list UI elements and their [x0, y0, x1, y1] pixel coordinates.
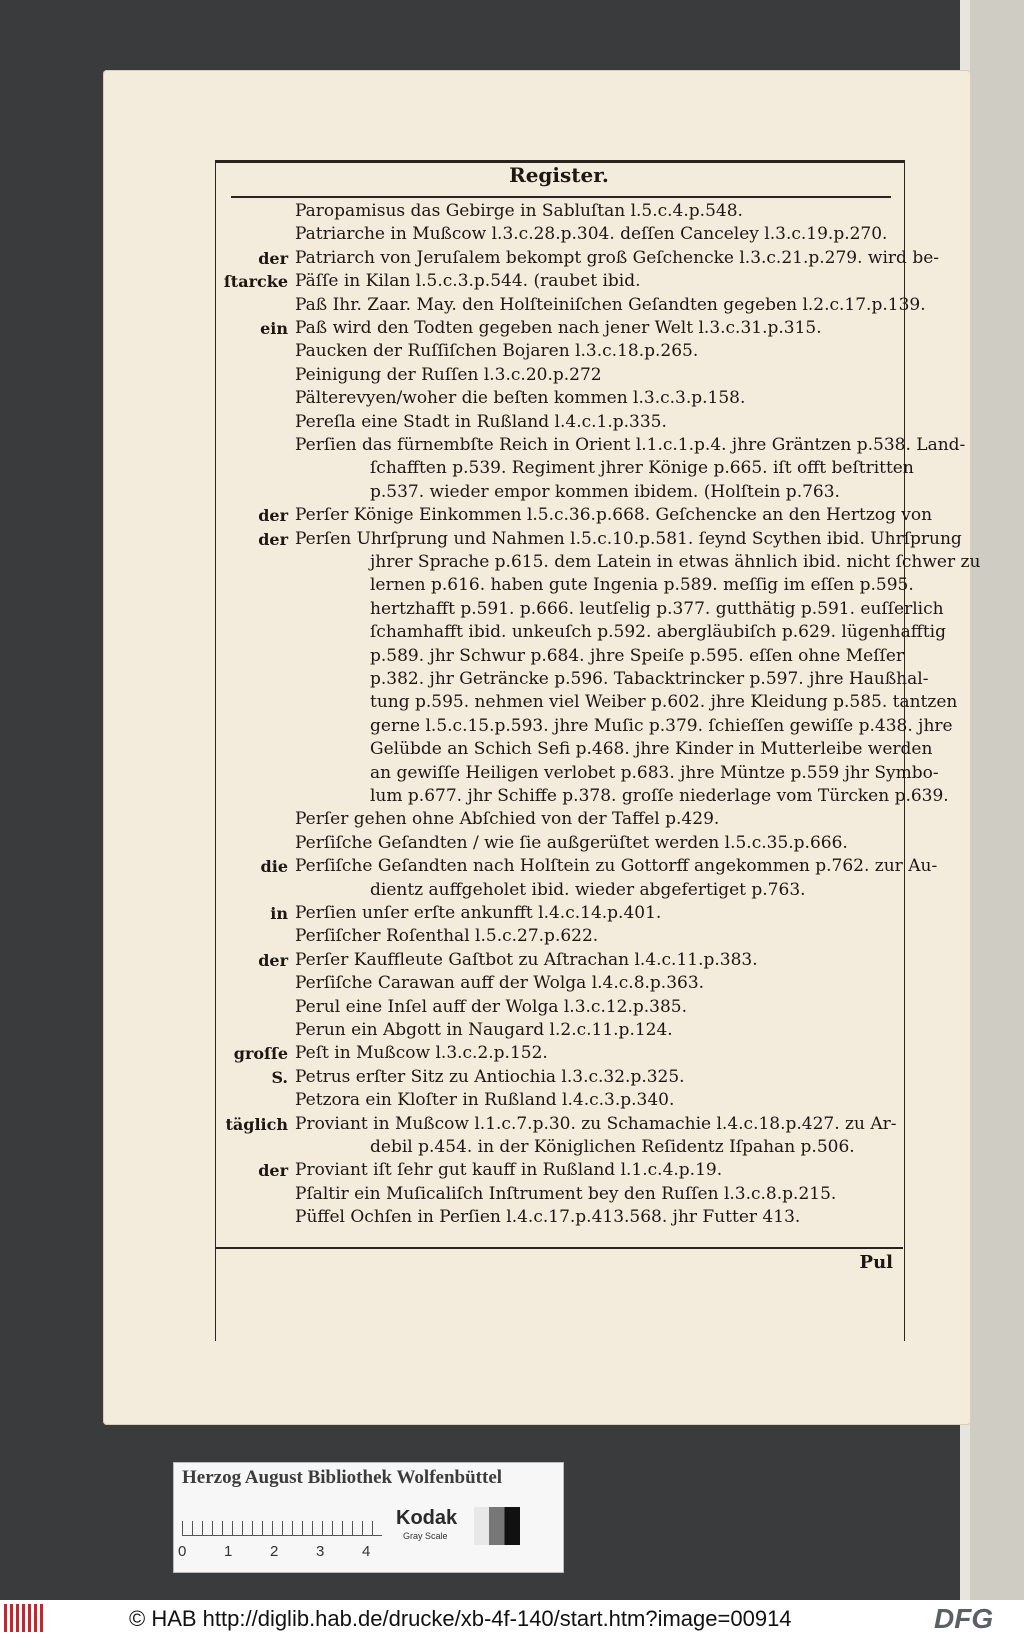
entry-text: p.537. wieder empor kommen ibidem. (Holſtein p.763.	[370, 481, 840, 502]
footer-bar	[0, 1600, 1024, 1637]
kodak-logo: Kodak	[396, 1507, 458, 1529]
register-entry	[220, 645, 905, 668]
entry-text: Pſaltir ein Muſicaliſch Inſtrument bey den Ruſſen l.3.c.8.p.215.	[295, 1183, 837, 1204]
entry-text: p.382. jhr Geträncke p.596. Tabacktrincker p.597. jhre Haußhal-	[370, 669, 929, 689]
register-entry	[220, 1206, 898, 1229]
entry-text: ſchamhafft ibid. unkeuſch p.592. abergläubiſch p.629. lügenhafftig	[370, 622, 946, 643]
entry-text: Päſſe in Kilan l.5.c.3.p.544. (raubet ibid.	[295, 271, 641, 292]
frame-bottom-rule	[215, 1247, 903, 1249]
register-entry	[220, 457, 914, 480]
source-url: © HAB http://diglib.hab.de/drucke/xb-4f-140/start.htm?image=00914	[129, 1606, 792, 1631]
register-entry	[220, 1089, 898, 1112]
entry-text: lernen p.616. haben gute Ingenia p.589. meſſig im eſſen p.595.	[370, 575, 914, 596]
entry-text: Patriarch von Jeruſalem bekompt groß Geſchencke l.3.c.21.p.279. wird be-	[295, 247, 939, 268]
color-scale-card	[173, 1462, 564, 1573]
register-entry	[220, 434, 966, 457]
entry-text: Proviant iſt ſehr gut kauff in Rußland l.1.c.4.p.19.	[295, 1160, 723, 1181]
register-entry	[220, 691, 958, 714]
ruler-number: 3	[316, 1543, 325, 1560]
dfg-logo: DFG	[934, 1603, 994, 1634]
entry-text: Perſiſcher Roſenthal l.5.c.27.p.622.	[295, 926, 599, 947]
entry-lead-word: in	[270, 904, 288, 923]
entry-text: Perſien das fürnembſte Reich in Orient l.1.c.1.p.4. jhre Gräntzen p.538. Land-	[295, 435, 966, 455]
entry-text: Perſiſche Geſandten nach Holſtein zu Gottorff angekommen p.762. zur Au-	[295, 856, 938, 877]
register-entry	[220, 387, 898, 410]
entry-text: Pälterevyen/woher die beſten kommen l.3.c.3.p.158.	[295, 388, 746, 409]
entry-text: Proviant in Mußcow l.1.c.7.p.30. zu Schamachie l.4.c.18.p.427. zu Ar-	[295, 1113, 897, 1134]
register-entry	[220, 574, 914, 597]
register-entry	[220, 621, 946, 644]
register-entry	[220, 200, 898, 223]
register-entry	[220, 1042, 898, 1065]
register-entry	[220, 1066, 898, 1089]
entry-text: Pereſla eine Stadt in Rußland l.4.c.1.p.335.	[295, 411, 667, 432]
entry-lead-word: der	[258, 529, 288, 549]
ruler-number: 1	[224, 1543, 233, 1560]
register-entry	[220, 1136, 898, 1159]
ruler-number: 2	[270, 1543, 279, 1560]
entry-text: Perul eine Inſel auff der Wolga l.3.c.12.p.385.	[295, 996, 688, 1017]
entry-text: Patriarche in Mußcow l.3.c.28.p.304. deſſen Canceley l.3.c.19.p.270.	[295, 224, 888, 245]
entry-lead-word: der	[258, 506, 288, 526]
entry-text: Peſt in Mußcow l.3.c.2.p.152.	[295, 1043, 548, 1064]
register-entry	[220, 855, 938, 878]
register-entry	[220, 879, 898, 902]
ruler	[182, 1507, 382, 1536]
register-entry	[220, 598, 944, 621]
entry-lead-word: ſtarcke	[223, 272, 288, 292]
entry-text: ſchafften p.539. Regiment jhrer Könige p.665. iſt offt beſtritten	[370, 458, 914, 479]
register-entry	[220, 949, 898, 972]
entry-text: jhrer Sprache p.615. dem Latein in etwas ähnlich ibid. nicht ſchwer zu	[370, 552, 981, 572]
entry-text: Peinigung der Ruſſen l.3.c.20.p.272	[295, 364, 602, 385]
register-entry	[220, 411, 898, 434]
entry-lead-word: der	[258, 1161, 288, 1181]
entry-lead-word: der	[258, 950, 288, 970]
register-entry	[220, 785, 949, 808]
register-entry	[220, 1159, 898, 1182]
register-entry	[220, 808, 898, 831]
register-entry	[220, 247, 939, 270]
register-entry	[220, 528, 962, 551]
entry-lead-word: täglich	[225, 1114, 288, 1134]
entry-lead-word: ein	[260, 319, 288, 338]
register-entry	[220, 294, 926, 317]
register-entry	[220, 551, 981, 574]
header-rule	[231, 196, 891, 198]
entry-text: Perſiſche Carawan auff der Wolga l.4.c.8.p.363.	[295, 973, 705, 994]
entry-text: debil p.454. in der Königlichen Reſidentz Iſpahan p.506.	[370, 1137, 855, 1157]
register-entry	[220, 832, 898, 855]
ruler-number: 0	[178, 1543, 187, 1560]
ruler-numbers	[178, 1543, 398, 1563]
entry-text: Perſer gehen ohne Abſchied von der Taffel p.429.	[295, 809, 720, 830]
entry-text: Perſen Uhrſprung und Nahmen l.5.c.10.p.581. ſeynd Scythen ibid. Uhrſprung	[295, 528, 962, 549]
entry-lead-word: S.	[271, 1067, 288, 1087]
gray-scale-label: Gray Scale	[403, 1531, 448, 1541]
entry-text: lum p.677. jhr Schiffe p.378. groſſe niederlage vom Türcken p.639.	[370, 786, 949, 806]
register-entry	[220, 996, 898, 1019]
register-entry	[220, 902, 898, 925]
register-entry	[220, 340, 898, 363]
entry-text: Petzora ein Kloſter in Rußland l.4.c.3.p.340.	[295, 1090, 675, 1111]
register-entry	[220, 1019, 898, 1042]
register-entry	[220, 223, 898, 246]
barcode-icon	[4, 1604, 44, 1632]
register-entry	[220, 715, 953, 738]
entry-lead-word: groſſe	[233, 1044, 288, 1064]
register-entry	[220, 1183, 898, 1206]
entry-text: Perſer Könige Einkommen l.5.c.36.p.668. Geſchencke an den Hertzog von	[295, 505, 933, 526]
entry-text: Gelübde an Schich Sefi p.468. jhre Kinder in Mutterleibe werden	[370, 739, 933, 760]
entry-text: Püffel Ochſen in Perſien l.4.c.17.p.413.568. jhr Futter 413.	[295, 1207, 801, 1228]
entry-text: gerne l.5.c.15.p.593. jhre Muſic p.379. ſchieſſen gewiſſe p.438. jhre	[370, 715, 953, 736]
entry-text: tung p.595. nehmen viel Weiber p.602. jhre Kleidung p.585. tantzen	[370, 692, 958, 713]
register-entry	[220, 364, 898, 387]
entry-text: Paß Ihr. Zaar. May. den Holſteiniſchen Geſandten gegeben l.2.c.17.p.139.	[295, 294, 926, 315]
entry-text: Petrus erſter Sitz zu Antiochia l.3.c.32.p.325.	[295, 1066, 685, 1087]
entry-text: Perſiſche Geſandten / wie ſie außgerüſtet werden l.5.c.35.p.666.	[295, 832, 848, 853]
document-page	[103, 70, 981, 1425]
register-entry	[220, 925, 898, 948]
entry-text: hertzhafft p.591. p.666. leutſelig p.377. gutthätig p.591. euſſerlich	[370, 598, 944, 619]
entry-lead-word: der	[258, 248, 288, 268]
entry-text: p.589. jhr Schwur p.684. jhre Speiſe p.595. eſſen ohne Meſſer	[370, 645, 905, 666]
entry-text: Perun ein Abgott in Naugard l.2.c.11.p.124.	[295, 1020, 673, 1040]
ruler-number: 4	[362, 1543, 371, 1560]
register-entry	[220, 972, 898, 995]
register-entry	[220, 668, 929, 691]
library-name: Herzog August Bibliothek Wolfenbüttel	[182, 1467, 503, 1488]
register-entry	[220, 738, 933, 761]
gray-swatch	[474, 1507, 520, 1545]
entry-text: Perſien unſer erſte ankunfft l.4.c.14.p.401.	[295, 903, 662, 923]
register-entry	[220, 317, 898, 340]
entry-text: Paucken der Ruſſiſchen Bojaren l.3.c.18.p.265.	[295, 341, 699, 362]
entry-text: an gewiſſe Heiligen verlobet p.683. jhre Müntze p.559 jhr Symbo-	[370, 762, 939, 783]
entry-text: Paß wird den Todten gegeben nach jener Welt l.3.c.31.p.315.	[295, 318, 822, 338]
entry-text: Paropamisus das Gebirge in Sabluſtan l.5.c.4.p.548.	[295, 201, 743, 221]
register-entry	[220, 481, 898, 504]
catchword: Pul	[859, 1252, 893, 1273]
entry-lead-word: die	[260, 857, 288, 877]
register-entry	[220, 504, 933, 527]
register-entry	[220, 270, 898, 293]
entry-text: Perſer Kauffleute Gaſtbot zu Aſtrachan l.4.c.11.p.383.	[295, 949, 758, 970]
entry-text: dientz auffgeholet ibid. wieder abgefertiget p.763.	[370, 879, 806, 900]
page-header: Register.	[509, 163, 609, 187]
register-entry	[220, 1113, 898, 1136]
register-entry	[220, 762, 939, 785]
